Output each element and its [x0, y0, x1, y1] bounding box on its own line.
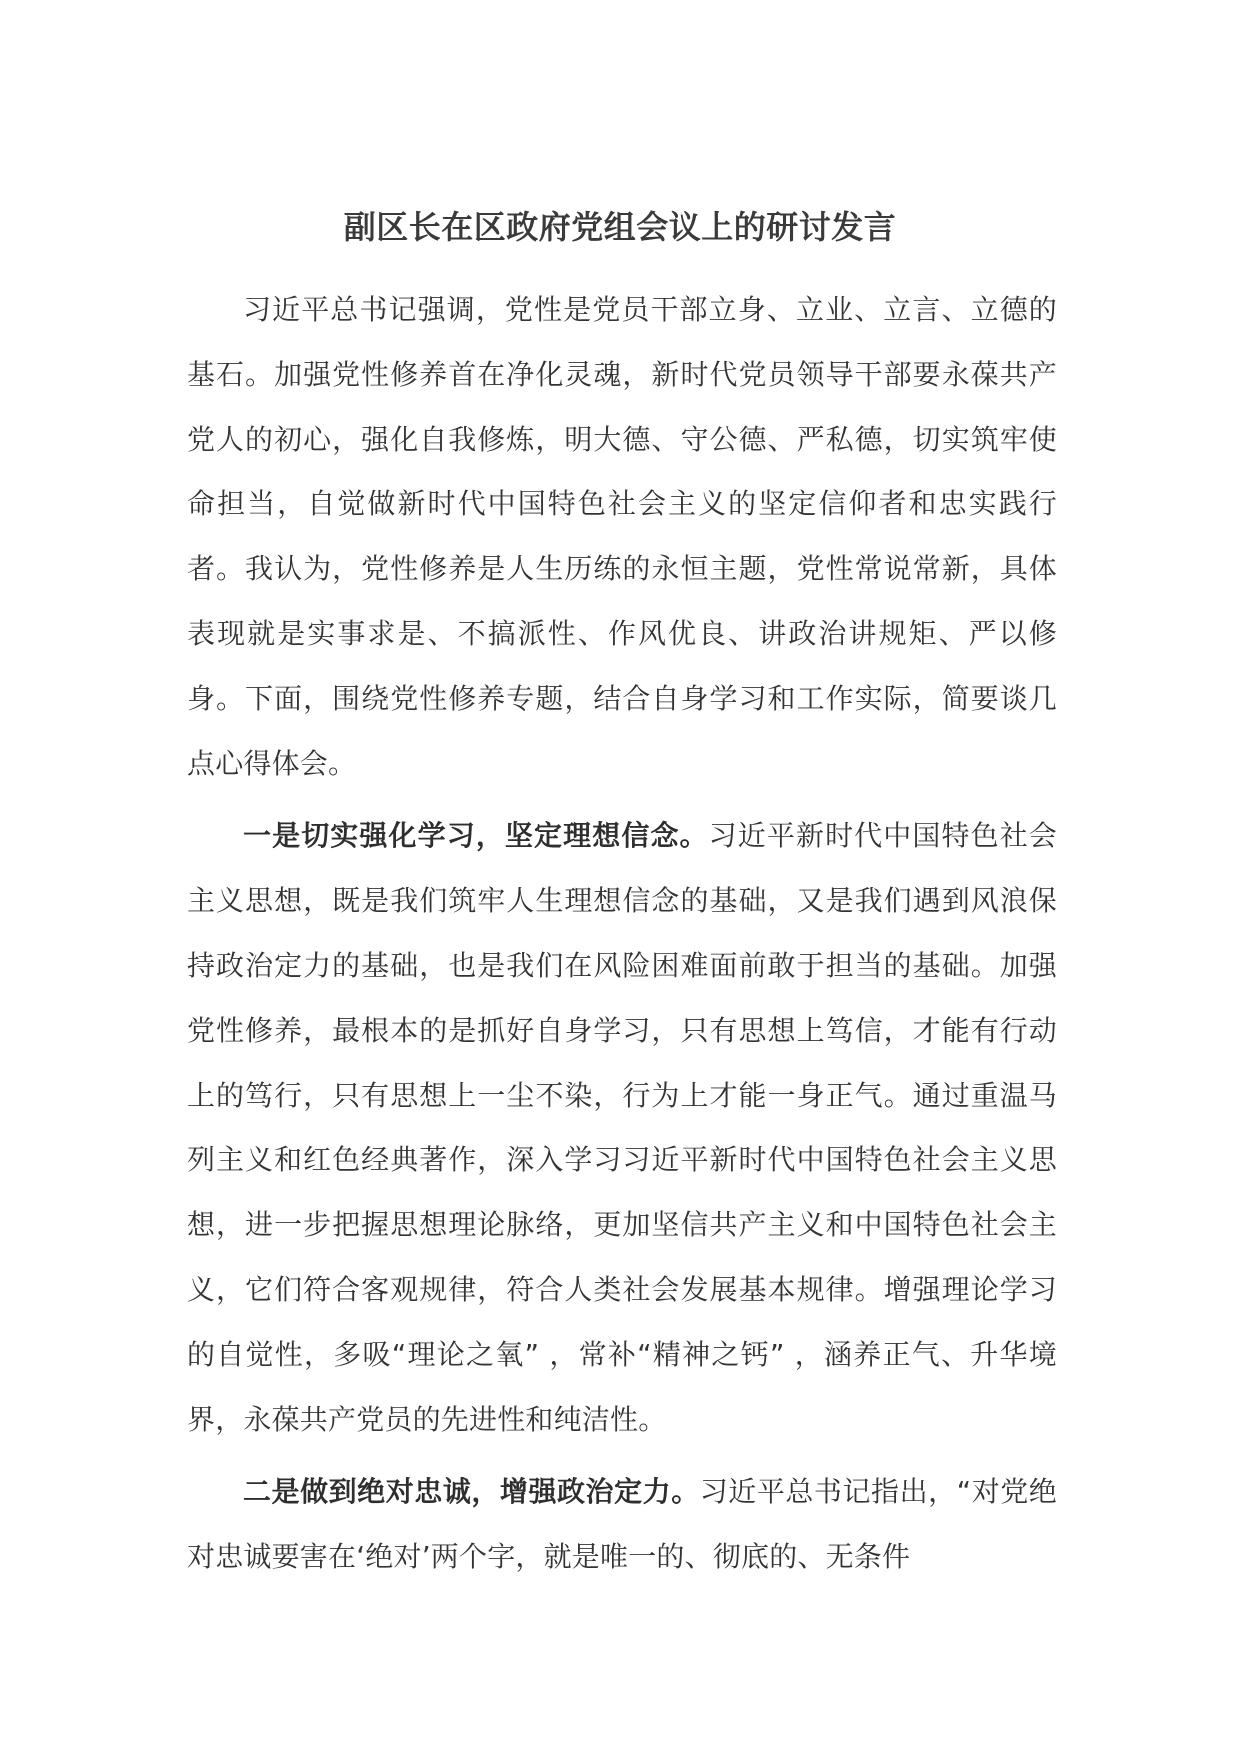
paragraph-lead: 一是切实强化学习，坚定理想信念。	[243, 819, 709, 853]
document-title: 副区长在区政府党组会议上的研讨发言	[343, 208, 897, 246]
paragraph-intro	[187, 278, 1057, 796]
document-body	[187, 278, 1057, 1598]
paragraph-text: 习近平新时代中国特色社会主义思想，既是我们筑牢人生理想信念的基础，又是我们遇到风浪保持政治定力的基础，也是我们在风险困难面前敢于担当的基础。加强党性修养，最根本的是抓好自身学习，只有思想上笃信，才能有行动上的笃行，只有思想上一尘不染，行为上才能一身正气。通过重温马列主义和红色经典著作，深入学习习近平新时代中国特色社会主义思想，进一步把握思想理论脉络，更加坚信共产主义和中国特色社会主义，它们符合客观规律，符合人类社会发展基本规律。增强理论学习的自觉性，多吸“理论之氧” ，常补“精神之钙” ，涵养正气、升华境界，永葆共产党员的先进性和纯洁性。	[187, 819, 1057, 1436]
paragraph-text: 习近平总书记指出，“对党绝对忠诚要害在‘绝对’两个字，就是唯一的、彻底的、无条件	[187, 1475, 1058, 1574]
paragraph-point-1	[187, 804, 1057, 1452]
paragraph-point-2	[187, 1460, 1057, 1590]
paragraph-text: 习近平总书记强调，党性是党员干部立身、立业、立言、立德的基石。加强党性修养首在净化灵魂，新时代党员领导干部要永葆共产党人的初心，强化自我修炼，明大德、守公德、严私德，切实筑牢使命担当，自觉做新时代中国特色社会主义的坚定信仰者和忠实践行者。我认为，党性修养是人生历练的永恒主题，党性常说常新，具体表现就是实事求是、不搞派性、作风优良、讲政治讲规矩、严以修身。下面，围绕党性修养专题，结合自身学习和工作实际，简要谈几点心得体会。	[187, 293, 1057, 780]
paragraph-lead: 二是做到绝对忠诚，增强政治定力。	[243, 1475, 700, 1509]
